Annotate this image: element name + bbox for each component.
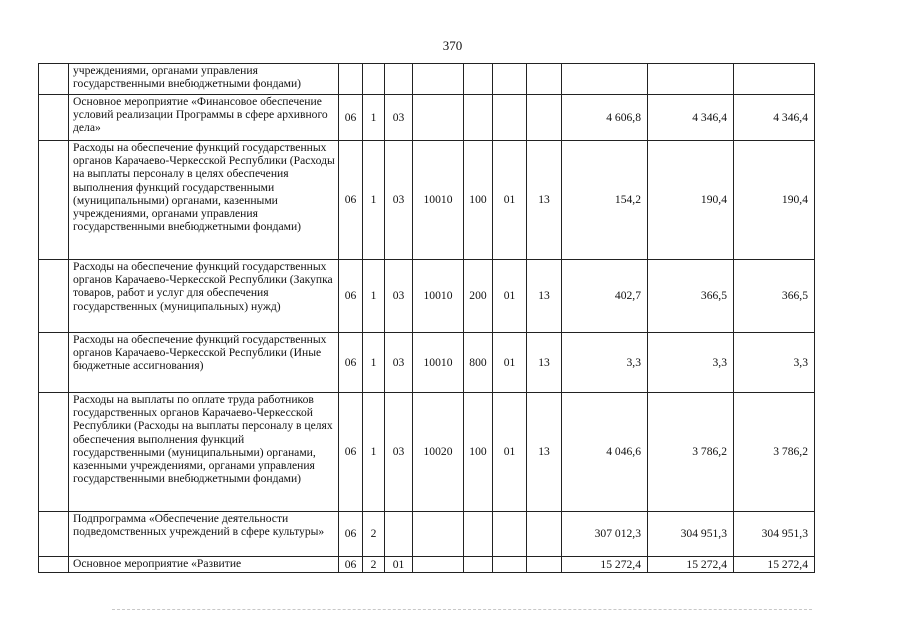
amount-cell-3: 15 272,4 [734, 557, 815, 573]
code-cell-3: 03 [385, 260, 413, 333]
code-cell-6: 01 [493, 333, 527, 393]
description-cell: Расходы на выплаты по оплате труда работников государственных органов Карачаево-Черкесской Республики (Расходы на выплаты персоналу в целях обеспечения выполнения функций государственными (муниципальными) органами, казенными учреждениями, органами управления государственными внебюджетными фондами) [69, 393, 339, 512]
table-row [39, 557, 815, 573]
code-cell-1: 06 [339, 333, 363, 393]
code-cell-2: 1 [363, 95, 385, 141]
code-cell-1: 06 [339, 557, 363, 573]
code-cell-2: 2 [363, 512, 385, 557]
code-cell-1: 06 [339, 260, 363, 333]
code-cell-5 [464, 95, 493, 141]
code-cell-3 [385, 64, 413, 95]
amount-cell-3: 366,5 [734, 260, 815, 333]
code-cell-5: 100 [464, 141, 493, 260]
code-cell-5: 100 [464, 393, 493, 512]
description-cell: Расходы на обеспечение функций государственных органов Карачаево-Черкесской Республики (Иные бюджетные ассигнования) [69, 333, 339, 393]
code-cell-7: 13 [527, 393, 562, 512]
code-cell-4: 10010 [413, 141, 464, 260]
code-cell-4: 10020 [413, 393, 464, 512]
amount-cell-1: 15 272,4 [562, 557, 648, 573]
code-cell-2: 1 [363, 260, 385, 333]
row-marker-cell [39, 95, 69, 141]
code-cell-7 [527, 557, 562, 573]
code-cell-2: 2 [363, 557, 385, 573]
code-cell-2: 1 [363, 393, 385, 512]
code-cell-4 [413, 512, 464, 557]
table-row [39, 512, 815, 557]
amount-cell-2 [648, 64, 734, 95]
table-row [39, 95, 815, 141]
code-cell-5: 200 [464, 260, 493, 333]
code-cell-4: 10010 [413, 260, 464, 333]
row-marker-cell [39, 393, 69, 512]
amount-cell-1: 402,7 [562, 260, 648, 333]
code-cell-2 [363, 64, 385, 95]
row-marker-cell [39, 260, 69, 333]
code-cell-3: 03 [385, 95, 413, 141]
table-row [39, 260, 815, 333]
code-cell-5: 800 [464, 333, 493, 393]
code-cell-3 [385, 512, 413, 557]
amount-cell-2: 15 272,4 [648, 557, 734, 573]
code-cell-7 [527, 95, 562, 141]
budget-table [38, 63, 815, 573]
code-cell-6 [493, 512, 527, 557]
amount-cell-1: 3,3 [562, 333, 648, 393]
code-cell-6: 01 [493, 260, 527, 333]
code-cell-7 [527, 512, 562, 557]
amount-cell-2: 3 786,2 [648, 393, 734, 512]
table-row [39, 141, 815, 260]
code-cell-7: 13 [527, 333, 562, 393]
code-cell-3: 01 [385, 557, 413, 573]
amount-cell-2: 4 346,4 [648, 95, 734, 141]
description-cell: Подпрограмма «Обеспечение деятельности подведомственных учреждений в сфере культуры» [69, 512, 339, 557]
description-cell: Расходы на обеспечение функций государственных органов Карачаево-Черкесской Республики (Закупка товаров, работ и услуг для обеспечения государственных (муниципальных) нужд) [69, 260, 339, 333]
code-cell-6: 01 [493, 393, 527, 512]
amount-cell-3 [734, 64, 815, 95]
code-cell-1: 06 [339, 95, 363, 141]
amount-cell-1: 4 606,8 [562, 95, 648, 141]
code-cell-3: 03 [385, 393, 413, 512]
amount-cell-2: 3,3 [648, 333, 734, 393]
code-cell-2: 1 [363, 141, 385, 260]
description-cell: учреждениями, органами управления государственными внебюджетными фондами) [69, 64, 339, 95]
code-cell-4 [413, 557, 464, 573]
amount-cell-3: 3 786,2 [734, 393, 815, 512]
amount-cell-1: 307 012,3 [562, 512, 648, 557]
amount-cell-2: 190,4 [648, 141, 734, 260]
code-cell-7 [527, 64, 562, 95]
code-cell-4 [413, 95, 464, 141]
row-marker-cell [39, 512, 69, 557]
amount-cell-3: 304 951,3 [734, 512, 815, 557]
page-bottom-rule [112, 609, 812, 610]
code-cell-6 [493, 95, 527, 141]
amount-cell-3: 190,4 [734, 141, 815, 260]
code-cell-1 [339, 64, 363, 95]
code-cell-7: 13 [527, 260, 562, 333]
amount-cell-3: 3,3 [734, 333, 815, 393]
amount-cell-3: 4 346,4 [734, 95, 815, 141]
table-row [39, 333, 815, 393]
row-marker-cell [39, 64, 69, 95]
row-marker-cell [39, 141, 69, 260]
code-cell-4: 10010 [413, 333, 464, 393]
code-cell-2: 1 [363, 333, 385, 393]
code-cell-6: 01 [493, 141, 527, 260]
table-row [39, 393, 815, 512]
row-marker-cell [39, 557, 69, 573]
code-cell-6 [493, 557, 527, 573]
code-cell-7: 13 [527, 141, 562, 260]
description-cell: Основное мероприятие «Финансовое обеспечение условий реализации Программы в сфере архивного дела» [69, 95, 339, 141]
description-cell: Расходы на обеспечение функций государственных органов Карачаево-Черкесской Республики (Расходы на выплаты персоналу в целях обеспечения выполнения функций государственными (муниципальными) органами, казенными учреждениями, органами управления государственными внебюджетными фондами) [69, 141, 339, 260]
amount-cell-2: 366,5 [648, 260, 734, 333]
amount-cell-1: 154,2 [562, 141, 648, 260]
amount-cell-1 [562, 64, 648, 95]
code-cell-3: 03 [385, 141, 413, 260]
table-body [39, 64, 815, 573]
code-cell-4 [413, 64, 464, 95]
code-cell-5 [464, 512, 493, 557]
code-cell-5 [464, 64, 493, 95]
code-cell-3: 03 [385, 333, 413, 393]
description-cell: Основное мероприятие «Развитие [69, 557, 339, 573]
table-row [39, 64, 815, 95]
page-number: 370 [442, 38, 463, 53]
amount-cell-1: 4 046,6 [562, 393, 648, 512]
row-marker-cell [39, 333, 69, 393]
code-cell-5 [464, 557, 493, 573]
amount-cell-2: 304 951,3 [648, 512, 734, 557]
code-cell-1: 06 [339, 512, 363, 557]
code-cell-1: 06 [339, 141, 363, 260]
code-cell-6 [493, 64, 527, 95]
code-cell-1: 06 [339, 393, 363, 512]
